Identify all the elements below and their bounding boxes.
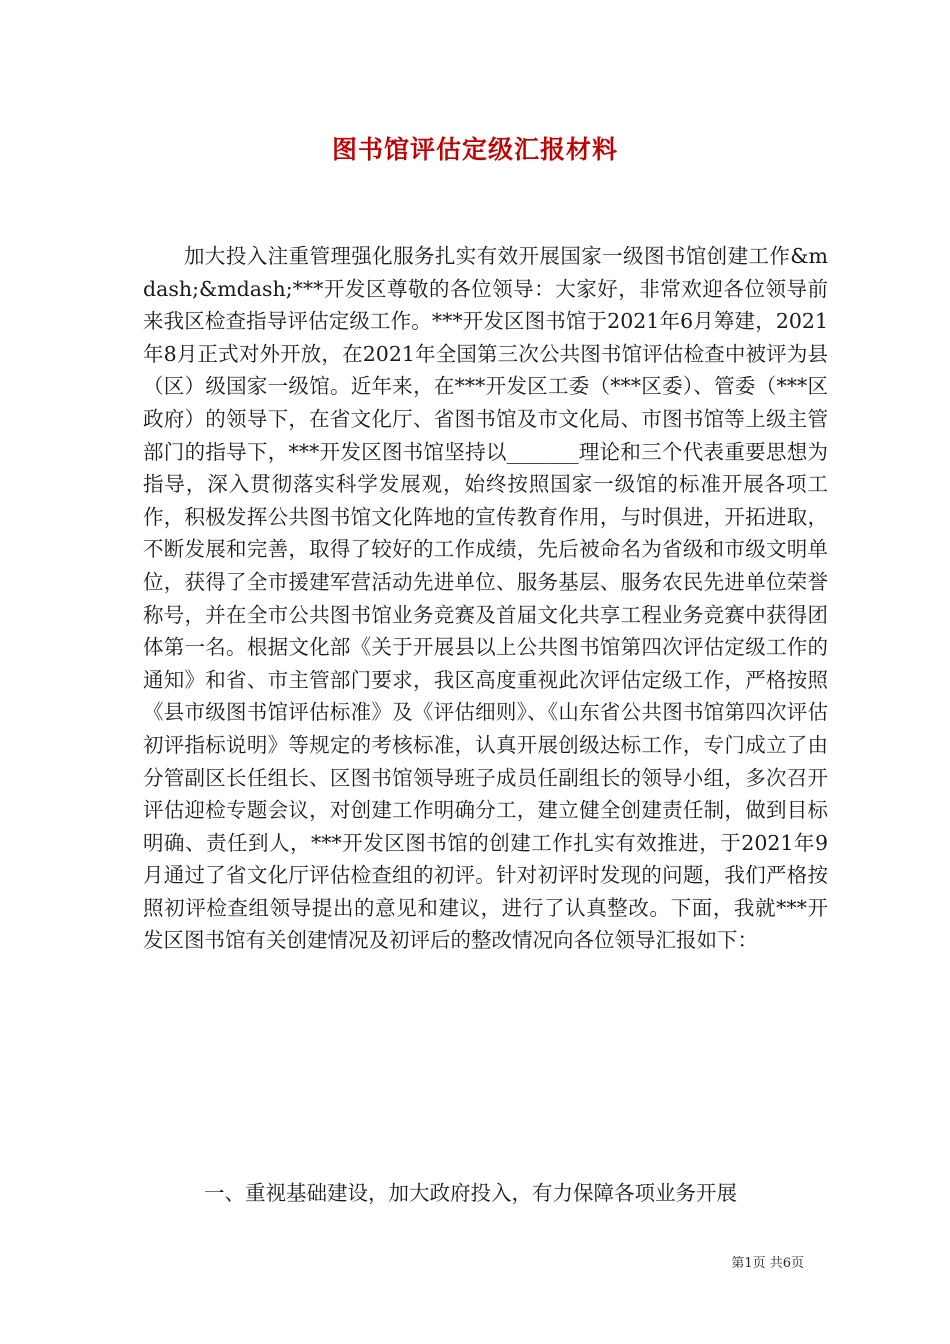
paragraph: 加大投入注重管理强化服务扎实有效开展国家一级图书馆创建工作&mdash;&mdash;***开发区尊敬的各位领导：大家好，非常欢迎各位领导前来我区检查指导评估定级工作。***开发区图书馆于2021年6月筹建，2021年8月正式对外开放，在2021年全国第三次公共图书馆评估检查中被评为县（区）级国家一级馆。近年来，在***开发区工委（***区委）、管委（***区政府）的领导下，在省文化厅、省图书馆及市文化局、市图书馆等上级主管部门的指导下，***开发区图书馆坚持以_______理论和三个代表重要思想为指导，深入贯彻落实科学发展观，始终按照国家一级馆的标准开展各项工作，积极发挥公共图书馆文化阵地的宣传教育作用，与时俱进，开拓进取，不断发展和完善，取得了较好的工作成绩，先后被命名为省级和市级文明单位，获得了全市援建军营活动先进单位、服务基层、服务农民先进单位荣誉称号，并在全市公共图书馆业务竞赛及首届文化共享工程业务竞赛中获得团体第一名。根据文化部《关于开展县以上公共图书馆第四次评估定级工作的通知》和省、市主管部门要求，我区高度重视此次评估定级工作，严格按照《县市级图书馆评估标准》及《评估细则》、《山东省公共图书馆第四次评估初评指标说明》等规定的考核标准，认真开展创级达标工作，专门成立了由分管副区长任组长、区图书馆领导班子成员任副组长的领导小组，多次召开评估迎检专题会议，对创建工作明确分工，建立健全创建责任制，做到目标明确、责任到人，***开发区图书馆的创建工作扎实有效推进，于2021年9月通过了省文化厅评估检查组的初评。针对初评时发现的问题，我们严格按照初评检查组领导提出的意见和建议，进行了认真整改。下面，我就***开发区图书馆有关创建情况及初评后的整改情况向各位领导汇报如下：: [143, 244, 828, 953]
section-heading: 一、重视基础建设，加大政府投入，有力保障各项业务开展: [204, 1181, 737, 1205]
document-title: 图书馆评估定级汇报材料: [331, 135, 618, 164]
document-body: [143, 240, 828, 957]
page-number: 第1页 共6页: [731, 1256, 804, 1271]
